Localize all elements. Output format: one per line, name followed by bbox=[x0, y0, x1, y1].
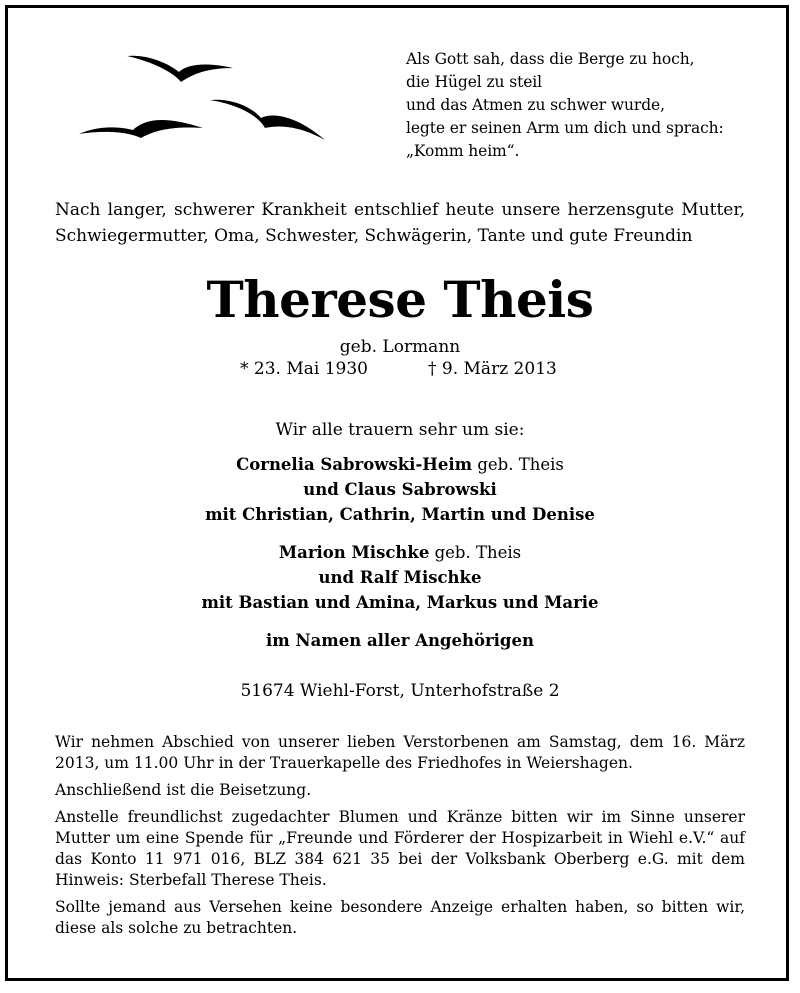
donation-paragraph: Anstelle freundlichst zugedachter Blumen und Kränze bitten wir im Sinne unserer Mutter um eine Spende für „Freunde und Förderer der Hospizarbeit in Wiehl e.V.“ auf das Konto 11 971 016, BLZ 384 621 35 bei der Volksbank Oberberg e.G. mit dem Hinweis: Sterbefall Therese Theis. bbox=[55, 808, 745, 889]
intro-line: Schwiegermutter, Oma, Schwester, Schwägerin, Tante und gute Freundin bbox=[55, 226, 693, 246]
intro-line: Nach langer, schwerer Krankheit entschlief heute unsere herzensgute Mutter, bbox=[55, 200, 745, 220]
poem-line: „Komm heim“. bbox=[406, 142, 520, 160]
poem-line: Als Gott sah, dass die Berge zu hoch, bbox=[406, 50, 695, 68]
family-partner: und Claus Sabrowski bbox=[303, 480, 497, 499]
address: 51674 Wiehl-Forst, Unterhofstraße 2 bbox=[240, 681, 560, 701]
family-group-2 bbox=[0, 540, 800, 615]
mourning-line: Wir alle trauern sehr um sie: bbox=[275, 420, 525, 440]
family-suffix: geb. Theis bbox=[472, 455, 564, 474]
bird-icon bbox=[210, 100, 325, 140]
birth-name: geb. Lormann bbox=[339, 337, 461, 357]
birds-illustration bbox=[75, 42, 335, 154]
notice-body bbox=[55, 732, 745, 945]
bird-icon bbox=[127, 56, 233, 82]
poem-line: legte er seinen Arm um dich und sprach: bbox=[406, 119, 724, 137]
birth-date: * 23. Mai 1930 bbox=[240, 359, 368, 379]
burial-paragraph: Anschließend ist die Beisetzung. bbox=[55, 781, 312, 799]
family-group-1 bbox=[0, 452, 800, 527]
intro-text bbox=[55, 197, 745, 249]
relatives-line: im Namen aller Angehörigen bbox=[266, 631, 534, 650]
family-name: Cornelia Sabrowski-Heim bbox=[236, 455, 473, 474]
death-date: † 9. März 2013 bbox=[428, 359, 557, 379]
bird-icon bbox=[79, 120, 203, 138]
family-name: Marion Mischke bbox=[278, 543, 430, 562]
closing-paragraph: Sollte jemand aus Versehen keine besondere Anzeige erhalten haben, so bitten wir, diese als solche zu betrachten. bbox=[55, 898, 745, 937]
family-partner: und Ralf Mischke bbox=[318, 568, 482, 587]
poem bbox=[406, 48, 724, 163]
poem-line: die Hügel zu steil bbox=[406, 73, 543, 91]
family-suffix: geb. Theis bbox=[429, 543, 522, 562]
poem-line: und das Atmen zu schwer wurde, bbox=[406, 96, 665, 114]
deceased-name: Therese Theis bbox=[206, 270, 594, 329]
family-children: mit Christian, Cathrin, Martin und Denise bbox=[205, 505, 595, 524]
family-children: mit Bastian und Amina, Markus und Marie bbox=[201, 593, 599, 612]
funeral-paragraph: Wir nehmen Abschied von unserer lieben Verstorbenen am Samstag, dem 16. März 2013, um 11.00 Uhr in der Trauerkapelle des Friedhofes in Weiershagen. bbox=[55, 733, 745, 772]
